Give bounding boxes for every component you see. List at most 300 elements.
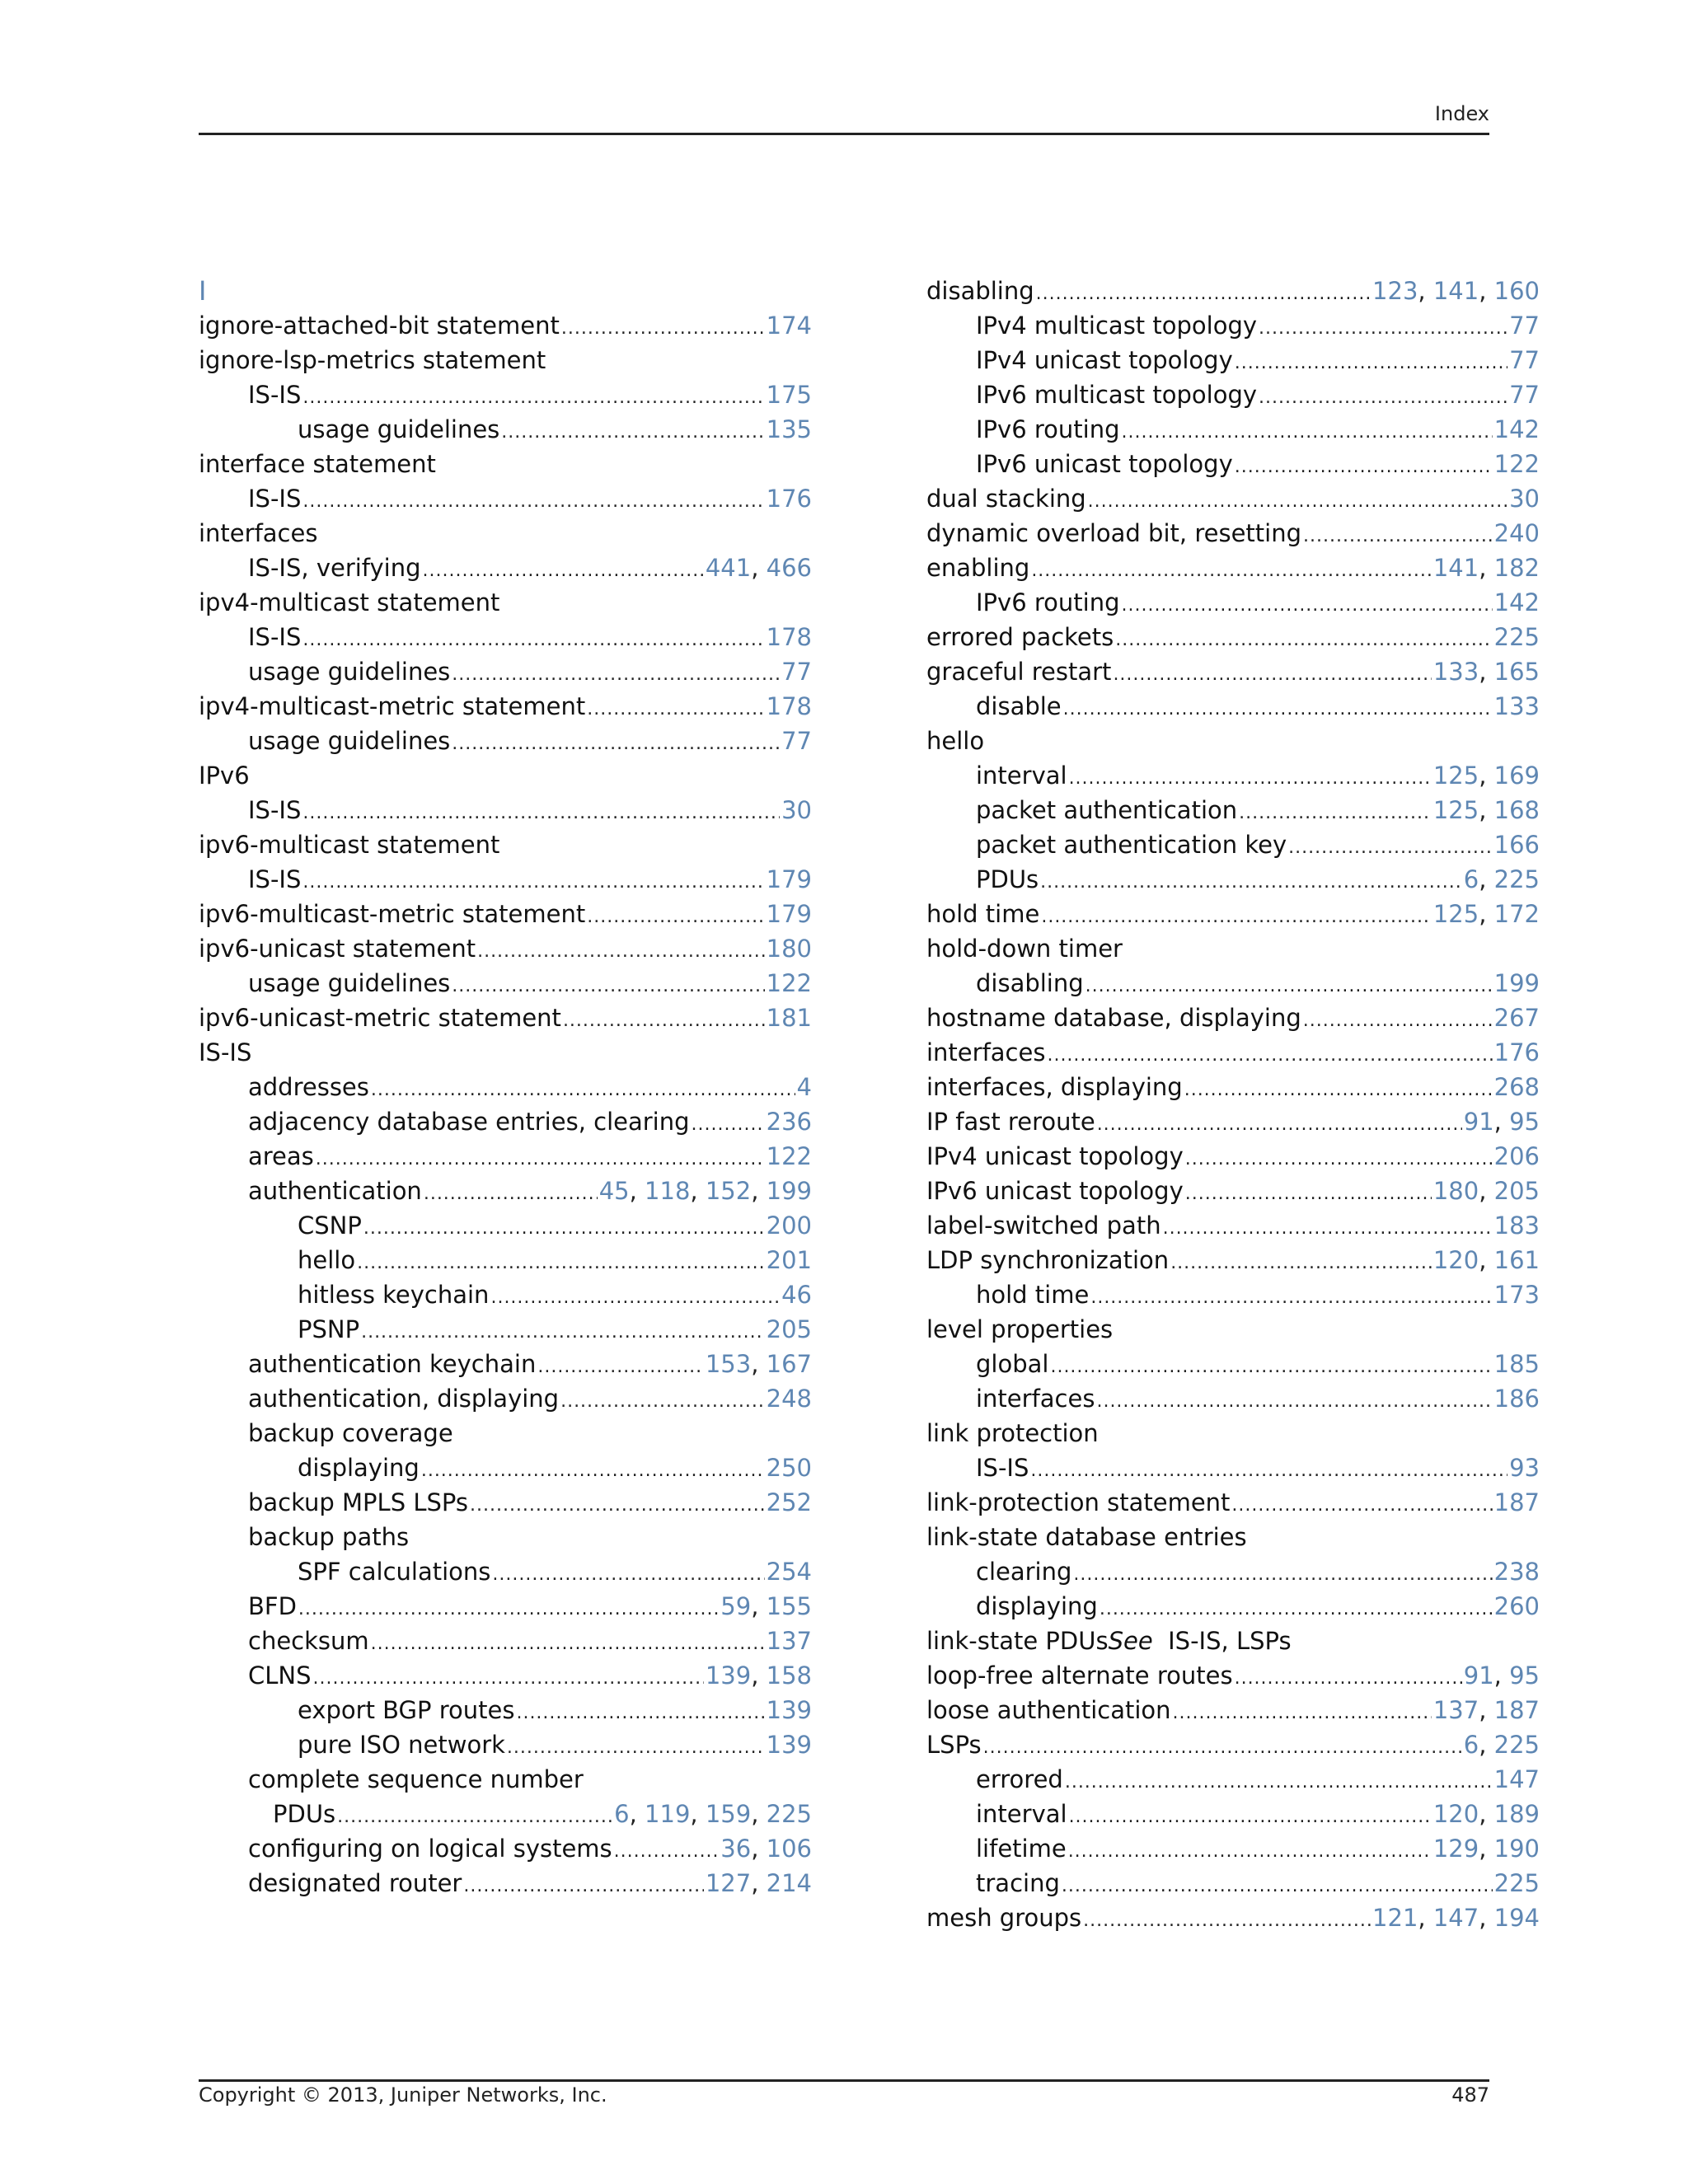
page-references: [1494, 1035, 1540, 1070]
index-term: ignore-attached-bit statement: [199, 312, 560, 340]
page-link[interactable]: 187: [1493, 1488, 1540, 1516]
index-term: IPv6 unicast topology: [976, 450, 1233, 478]
index-term: hitless keychain: [298, 1281, 490, 1309]
index-entry: [926, 516, 1540, 551]
page-references: [1494, 585, 1540, 620]
page-link[interactable]: 214: [766, 1869, 812, 1897]
page-link[interactable]: 225: [1493, 1869, 1540, 1897]
index-term: clearing: [976, 1558, 1072, 1586]
index-entry: [199, 1520, 812, 1554]
page-link[interactable]: 181: [766, 1004, 812, 1032]
page-link[interactable]: 225: [1493, 1731, 1540, 1759]
index-entry: [199, 1104, 812, 1139]
index-entry: [199, 1312, 812, 1347]
page-link[interactable]: 252: [766, 1488, 812, 1516]
index-term: level properties: [926, 1315, 1114, 1343]
page-link[interactable]: 205: [766, 1315, 812, 1343]
dot-leader: [371, 1627, 765, 1661]
index-entry: [926, 377, 1540, 412]
index-term: configuring on logical systems: [248, 1835, 612, 1863]
page-references: [781, 1277, 812, 1312]
page-references: [1509, 1451, 1540, 1485]
index-term: graceful restart: [926, 658, 1112, 686]
page-link[interactable]: 176: [1493, 1038, 1540, 1066]
index-term: interfaces: [976, 1385, 1095, 1413]
dot-leader: [357, 1246, 765, 1281]
page-link[interactable]: 205: [1493, 1177, 1540, 1205]
page-link[interactable]: 45: [598, 1177, 630, 1205]
index-entry: [926, 1347, 1540, 1381]
page-link[interactable]: 127: [705, 1869, 752, 1897]
see-reference-label: See: [1108, 1627, 1153, 1655]
page-references: 125, 172: [1432, 900, 1540, 928]
page-references: 129, 190: [1432, 1835, 1540, 1863]
page-link[interactable]: 91: [1463, 1108, 1494, 1136]
dot-leader: [1235, 346, 1507, 381]
page-link[interactable]: 225: [766, 1800, 812, 1828]
page-link[interactable]: 122: [766, 969, 812, 997]
index-term: lifetime: [976, 1835, 1067, 1863]
page-link[interactable]: 172: [1493, 900, 1540, 928]
page-link[interactable]: 139: [705, 1661, 752, 1690]
dot-leader: [452, 969, 764, 1004]
page-link[interactable]: 185: [1493, 1350, 1540, 1378]
page-references: 91, 95: [1463, 1108, 1540, 1136]
dot-leader: [1122, 415, 1493, 450]
index-entry: [199, 1485, 812, 1520]
page-link[interactable]: 91: [1463, 1661, 1494, 1690]
page-link[interactable]: 167: [766, 1350, 812, 1378]
page-link[interactable]: 46: [781, 1281, 812, 1309]
page-link[interactable]: 178: [766, 692, 812, 720]
index-entry: [199, 1381, 812, 1416]
page-references: [767, 1624, 812, 1658]
page-references: 120, 161: [1432, 1246, 1540, 1274]
index-term: IS-IS, verifying: [248, 554, 421, 582]
page-link[interactable]: 6: [1463, 1731, 1479, 1759]
page-link[interactable]: 95: [1509, 1661, 1540, 1690]
running-header: Index: [1434, 102, 1489, 125]
index-entry: [926, 862, 1540, 897]
index-term: IS-IS: [248, 796, 302, 824]
page-references: [1494, 620, 1540, 654]
index-term: backup paths: [248, 1523, 410, 1551]
page-references: 36, 106: [720, 1835, 812, 1863]
dot-leader: [1083, 1904, 1371, 1938]
page-link[interactable]: 174: [766, 312, 812, 340]
dot-leader: [363, 1212, 765, 1246]
dot-leader: [1115, 623, 1492, 658]
page-link[interactable]: 6: [1463, 865, 1479, 893]
page-link[interactable]: 155: [766, 1592, 812, 1620]
index-term: tracing: [976, 1869, 1060, 1897]
dot-leader: [1231, 1488, 1492, 1523]
page-link[interactable]: 183: [1493, 1212, 1540, 1240]
index-term: global: [976, 1350, 1049, 1378]
page-link[interactable]: 238: [1493, 1558, 1540, 1586]
page-link[interactable]: 166: [1493, 831, 1540, 859]
page-link[interactable]: 206: [1493, 1142, 1540, 1170]
page-link[interactable]: 169: [1493, 762, 1540, 790]
page-link[interactable]: 201: [766, 1246, 812, 1274]
index-entry: [199, 343, 812, 377]
dot-leader: [337, 1800, 612, 1835]
dot-leader: [1303, 1004, 1493, 1038]
dot-leader: [560, 1385, 765, 1419]
index-entry: [199, 551, 812, 585]
index-entry: [926, 931, 1540, 966]
dot-leader: [1065, 1765, 1493, 1800]
page-link[interactable]: 194: [1493, 1904, 1540, 1932]
dot-leader: [1239, 796, 1432, 831]
dot-leader: [1185, 1177, 1432, 1212]
page-link[interactable]: 180: [766, 935, 812, 963]
index-term: IPv4 unicast topology: [926, 1142, 1184, 1170]
page-references: [1494, 689, 1540, 724]
dot-leader: [1113, 658, 1431, 692]
index-entry: [926, 1416, 1540, 1451]
index-entry: [199, 1693, 812, 1727]
index-entry: [926, 897, 1540, 931]
dot-leader: [692, 1108, 765, 1142]
index-term: displaying: [976, 1592, 1098, 1620]
index-entry: [199, 620, 812, 654]
page-link[interactable]: 6: [614, 1800, 630, 1828]
index-entry: [926, 1381, 1540, 1416]
page-link[interactable]: 141: [1432, 277, 1479, 305]
page-link[interactable]: 441: [705, 554, 752, 582]
dot-leader: [1073, 1558, 1492, 1592]
index-term: ipv6-unicast-metric statement: [199, 1004, 561, 1032]
page-link[interactable]: 189: [1493, 1800, 1540, 1828]
index-term: backup coverage: [248, 1419, 453, 1447]
page-references: 127, 214: [705, 1869, 812, 1897]
page-references: 153, 167: [705, 1350, 812, 1378]
dot-leader: [490, 1281, 780, 1315]
page-link[interactable]: 129: [1432, 1835, 1479, 1863]
index-term: LDP synchronization: [926, 1246, 1170, 1274]
index-term: BFD: [248, 1592, 297, 1620]
index-entry: [926, 1831, 1540, 1866]
index-entry: [926, 585, 1540, 620]
index-term: loose authentication: [926, 1696, 1171, 1724]
index-entry: [199, 1589, 812, 1624]
index-term: interfaces: [199, 519, 318, 547]
page-link[interactable]: 77: [1509, 381, 1540, 409]
dot-leader: [587, 900, 764, 935]
page-link[interactable]: 161: [1493, 1246, 1540, 1274]
index-entry: [199, 377, 812, 412]
index-entry: [199, 1451, 812, 1485]
page-link[interactable]: 59: [720, 1592, 752, 1620]
page-link[interactable]: 106: [766, 1835, 812, 1863]
index-term: link-protection statement: [926, 1488, 1231, 1516]
page-references: 120, 189: [1432, 1800, 1540, 1828]
index-term: designated router: [248, 1869, 462, 1897]
dot-leader: [302, 623, 764, 658]
page-references: [1494, 1762, 1540, 1797]
index-term: enabling: [926, 554, 1030, 582]
dot-leader: [501, 415, 764, 450]
index-entry: [926, 1174, 1540, 1208]
dot-leader: [1063, 692, 1493, 727]
index-entry: [926, 758, 1540, 793]
page-references: [797, 1070, 812, 1104]
index-term: checksum: [248, 1627, 369, 1655]
index-term: hold time: [926, 900, 1040, 928]
page-references: 6, 119, 159, 225: [614, 1800, 812, 1828]
index-term: ipv4-multicast statement: [199, 588, 500, 616]
index-entry: [926, 1139, 1540, 1174]
dot-leader: [1100, 1592, 1493, 1627]
index-entry: [926, 1104, 1540, 1139]
page-link[interactable]: 135: [766, 415, 812, 443]
page-references: [767, 1485, 812, 1520]
page-link[interactable]: 225: [1493, 865, 1540, 893]
dot-leader: [316, 1142, 765, 1177]
page-link[interactable]: 141: [1432, 554, 1479, 582]
index-term: areas: [248, 1142, 314, 1170]
page-link[interactable]: 93: [1509, 1454, 1540, 1482]
page-link[interactable]: 77: [781, 727, 812, 755]
page-link[interactable]: 176: [766, 485, 812, 513]
page-link[interactable]: 77: [781, 658, 812, 686]
page-link[interactable]: 158: [766, 1661, 812, 1690]
index-entry: [926, 1589, 1540, 1624]
index-term: PDUs: [976, 865, 1039, 893]
page-link[interactable]: 165: [1493, 658, 1540, 686]
page-link[interactable]: 36: [720, 1835, 752, 1863]
index-entry: [199, 1035, 812, 1070]
page-link[interactable]: 160: [1493, 277, 1540, 305]
page-references: [767, 308, 812, 343]
index-entry: [926, 551, 1540, 585]
index-term: errored: [976, 1765, 1063, 1793]
dot-leader: [1259, 312, 1507, 346]
page-link[interactable]: 30: [1509, 485, 1540, 513]
index-entry: [926, 1900, 1540, 1935]
page-references: [1494, 1139, 1540, 1174]
index-entry: [926, 1277, 1540, 1312]
page-link[interactable]: 77: [1509, 312, 1540, 340]
page-link[interactable]: 199: [766, 1177, 812, 1205]
index-entry: [926, 274, 1540, 308]
page-link[interactable]: 199: [1493, 969, 1540, 997]
page-link[interactable]: 254: [766, 1558, 812, 1586]
index-term: IS-IS: [248, 485, 302, 513]
index-entry: [926, 1485, 1540, 1520]
page-link[interactable]: 137: [766, 1627, 812, 1655]
dot-leader: [1030, 1454, 1507, 1488]
index-entry: [199, 827, 812, 862]
index-term: disabling: [926, 277, 1034, 305]
page-link[interactable]: 147: [1432, 1904, 1479, 1932]
dot-leader: [1068, 1835, 1432, 1869]
dot-leader: [477, 935, 765, 969]
dot-leader: [452, 658, 780, 692]
dot-leader: [1062, 1869, 1493, 1904]
page-link[interactable]: 180: [1432, 1177, 1479, 1205]
page-references: 133, 165: [1432, 658, 1540, 686]
page-link[interactable]: 125: [1432, 900, 1479, 928]
page-link[interactable]: 268: [1493, 1073, 1540, 1101]
dot-leader: [452, 727, 780, 762]
index-entry: [926, 1624, 1540, 1658]
index-term: backup MPLS LSPs: [248, 1488, 468, 1516]
page-references: [767, 1104, 812, 1139]
index-entry: [926, 1451, 1540, 1485]
index-term: authentication: [248, 1177, 422, 1205]
index-entry: [926, 1727, 1540, 1762]
page-link[interactable]: 122: [1493, 450, 1540, 478]
index-entry: [199, 1624, 812, 1658]
footer-rule: [199, 2079, 1489, 2082]
index-term: IPv6: [199, 762, 250, 790]
page-references: 180, 205: [1432, 1177, 1540, 1205]
page-link[interactable]: 30: [781, 796, 812, 824]
index-term: IPv4 unicast topology: [976, 346, 1233, 374]
index-entry: [199, 758, 812, 793]
page-link[interactable]: 139: [766, 1696, 812, 1724]
page-link[interactable]: 182: [1493, 554, 1540, 582]
page-references: 123, 141, 160: [1372, 277, 1540, 305]
page-references: [1494, 966, 1540, 1001]
index-letter-heading: I: [199, 275, 207, 307]
index-entry: [199, 1243, 812, 1277]
page-link[interactable]: 142: [1493, 588, 1540, 616]
index-column-right: [926, 274, 1540, 1935]
dot-leader: [361, 1315, 765, 1350]
page-references: 137, 187: [1432, 1696, 1540, 1724]
dot-leader: [1097, 1108, 1462, 1142]
page-link[interactable]: 179: [766, 900, 812, 928]
index-entry: [199, 966, 812, 1001]
page-link[interactable]: 267: [1493, 1004, 1540, 1032]
index-entry: [199, 412, 812, 447]
page-link[interactable]: 125: [1432, 762, 1479, 790]
index-term: displaying: [298, 1454, 420, 1482]
page-references: [1494, 412, 1540, 447]
page-link[interactable]: 139: [766, 1731, 812, 1759]
page-references: [1494, 516, 1540, 551]
index-term: hostname database, displaying: [926, 1004, 1301, 1032]
page-references: [1494, 1589, 1540, 1624]
page-link[interactable]: 186: [1493, 1385, 1540, 1413]
page-link[interactable]: 119: [645, 1800, 691, 1828]
index-term: ignore-lsp-metrics statement: [199, 346, 546, 374]
page-references: 59, 155: [720, 1592, 812, 1620]
page-link[interactable]: 152: [705, 1177, 752, 1205]
page-link[interactable]: 260: [1493, 1592, 1540, 1620]
index-term: link-state database entries: [926, 1523, 1247, 1551]
page-link[interactable]: 125: [1432, 796, 1479, 824]
page-link[interactable]: 190: [1493, 1835, 1540, 1863]
index-term: IPv6 routing: [976, 588, 1120, 616]
page-references: [767, 1208, 812, 1243]
page-link[interactable]: 123: [1372, 277, 1418, 305]
page-link[interactable]: 187: [1493, 1696, 1540, 1724]
page-references: [1494, 1485, 1540, 1520]
dot-leader: [1096, 1385, 1492, 1419]
dot-leader: [313, 1661, 704, 1696]
dot-leader: [1170, 1246, 1432, 1281]
page-link[interactable]: 168: [1493, 796, 1540, 824]
page-link[interactable]: 118: [645, 1177, 691, 1205]
index-term: packet authentication: [976, 796, 1238, 824]
page-link[interactable]: 173: [1493, 1281, 1540, 1309]
index-term: adjacency database entries, clearing: [248, 1108, 690, 1136]
page-link[interactable]: 121: [1372, 1904, 1418, 1932]
page-link[interactable]: 466: [766, 554, 812, 582]
page-link[interactable]: 133: [1493, 692, 1540, 720]
index-term: SPF calculations: [298, 1558, 491, 1586]
page-link[interactable]: 122: [766, 1142, 812, 1170]
page-link[interactable]: 147: [1493, 1765, 1540, 1793]
page-references: 125, 168: [1432, 796, 1540, 824]
page-link[interactable]: 175: [766, 381, 812, 409]
dot-leader: [463, 1869, 703, 1904]
index-entry: [926, 1762, 1540, 1797]
page-references: [781, 724, 812, 758]
dot-leader: [1069, 1800, 1432, 1835]
dot-leader: [1040, 865, 1462, 900]
page-references: [767, 1312, 812, 1347]
index-entry: [926, 1520, 1540, 1554]
index-term: disabling: [976, 969, 1084, 997]
page-link[interactable]: 120: [1432, 1246, 1479, 1274]
page-references: [1494, 1347, 1540, 1381]
page-references: [781, 793, 812, 827]
index-term: hello: [926, 727, 985, 755]
page-link[interactable]: 120: [1432, 1800, 1479, 1828]
page-link[interactable]: 178: [766, 623, 812, 651]
page-references: [767, 412, 812, 447]
page-references: [767, 1693, 812, 1727]
dot-leader: [507, 1731, 765, 1765]
index-term: pure ISO network: [298, 1731, 505, 1759]
page-link[interactable]: 240: [1493, 519, 1540, 547]
index-term: packet authentication key: [976, 831, 1287, 859]
index-entry: [926, 343, 1540, 377]
page-link[interactable]: 225: [1493, 623, 1540, 651]
page-link[interactable]: 153: [705, 1350, 752, 1378]
index-entry: [926, 724, 1540, 758]
dot-leader: [1031, 554, 1432, 588]
page-link[interactable]: 248: [766, 1385, 812, 1413]
page-link[interactable]: 142: [1493, 415, 1540, 443]
page-number: 487: [1451, 2083, 1489, 2107]
page-link[interactable]: 236: [766, 1108, 812, 1136]
index-term: interfaces, displaying: [926, 1073, 1183, 1101]
page-link[interactable]: 95: [1509, 1108, 1540, 1136]
page-link[interactable]: 179: [766, 865, 812, 893]
dot-leader: [302, 865, 764, 900]
index-entry: [926, 1035, 1540, 1070]
page-link[interactable]: 250: [766, 1454, 812, 1482]
page-link[interactable]: 159: [705, 1800, 752, 1828]
dot-leader: [1085, 969, 1493, 1004]
page-references: [767, 689, 812, 724]
page-link[interactable]: 77: [1509, 346, 1540, 374]
page-link[interactable]: 4: [796, 1073, 812, 1101]
index-entry: [199, 793, 812, 827]
page-link[interactable]: 137: [1432, 1696, 1479, 1724]
index-term: ipv6-multicast statement: [199, 831, 500, 859]
page-link[interactable]: 133: [1432, 658, 1479, 686]
page-references: [767, 1001, 812, 1035]
page-link[interactable]: 200: [766, 1212, 812, 1240]
page-references: [1494, 1208, 1540, 1243]
